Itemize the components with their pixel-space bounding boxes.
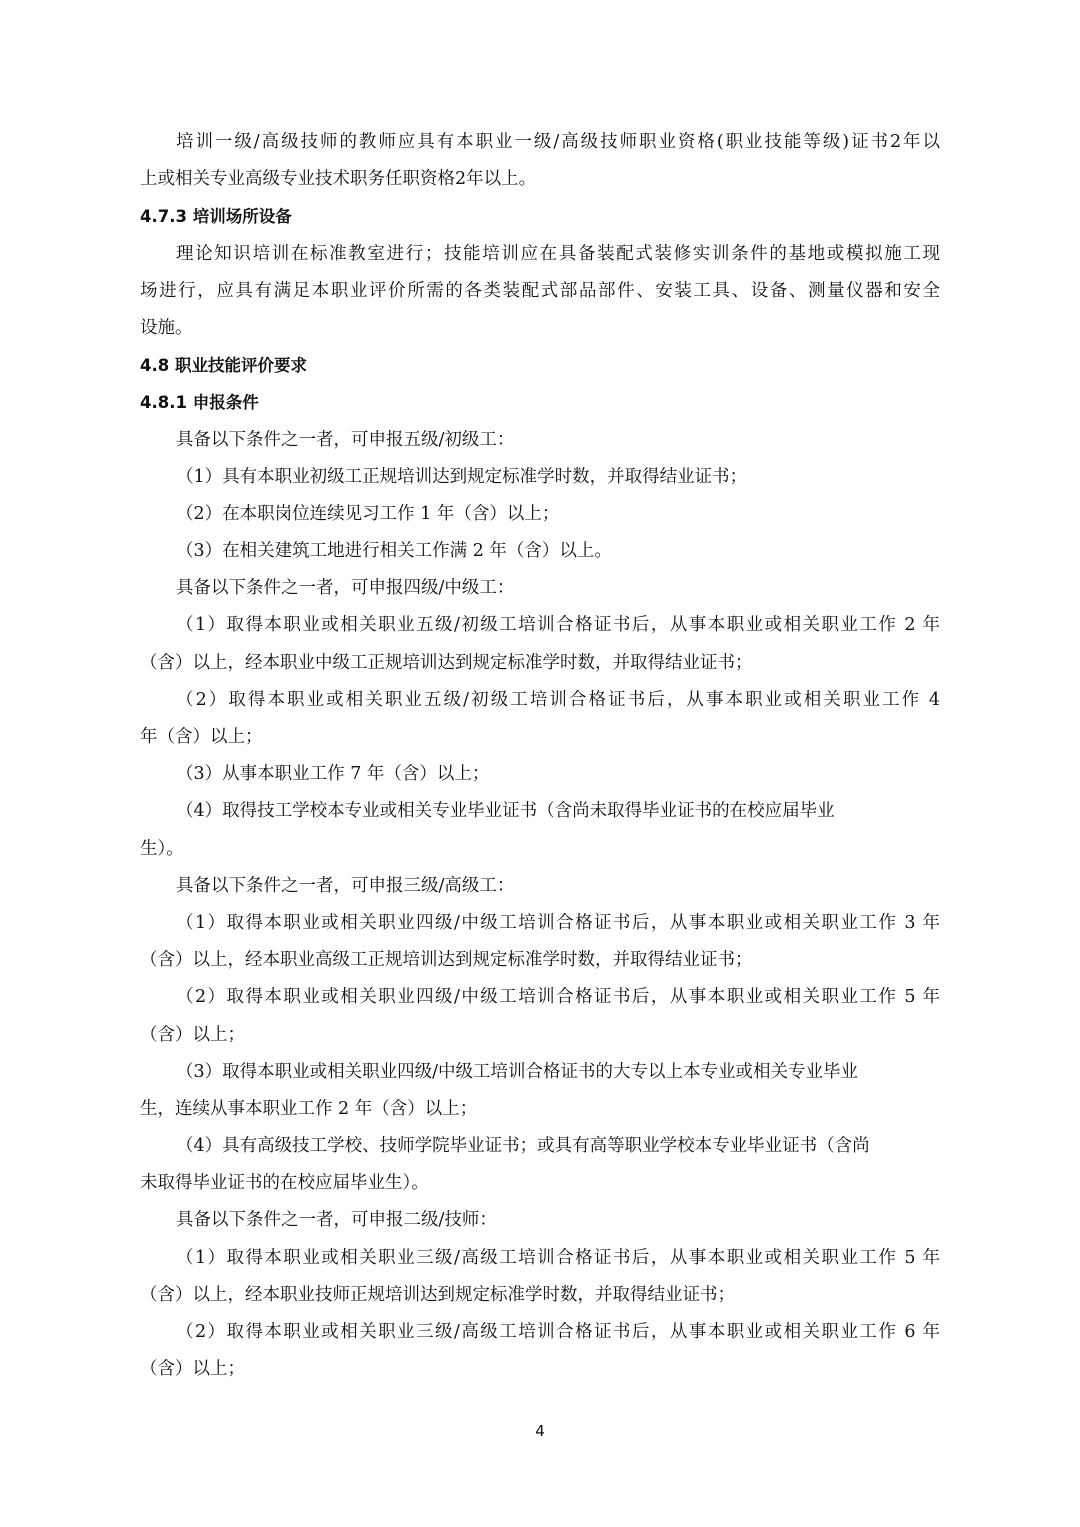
section-heading: 4.8 职业技能评价要求 [140,356,307,376]
text-line: （4）取得技工学校本专业或相关专业毕业证书（含尚未取得毕业证书的在校应届毕业 [176,801,835,822]
text-line: （含）以上，经本职业技师正规培训达到规定标准学时数，并取得结业证书； [140,1284,735,1305]
text-line: 具备以下条件之一者，可申报五级/初级工： [176,429,515,450]
text-line: （2）取得本职业或相关职业五级/初级工培训合格证书后，从事本职业或相关职业工作 4 [176,689,940,710]
text-line: 年（含）以上； [140,727,263,747]
text-line: （1）取得本职业或相关职业四级/中级工培训合格证书后，从事本职业或相关职业工作 3 年 [176,912,940,933]
text-line: （含）以上； [140,1359,245,1380]
text-line: （1）取得本职业或相关职业五级/初级工培训合格证书后，从事本职业或相关职业工作 2 年 [176,615,940,636]
section-heading: 4.7.3 培训场所设备 [140,207,292,227]
text-line: （1）取得本职业或相关职业三级/高级工培训合格证书后，从事本职业或相关职业工作 5 年 [176,1247,940,1268]
text-line: 具备以下条件之一者，可申报三级/高级工： [176,875,515,896]
text-line: 培训一级/高级技师的教师应具有本职业一级/高级技师职业资格(职业技能等级)证书2年以 [176,132,940,152]
text-line: 生）。 [140,838,184,859]
text-line: （1）具有本职业初级工正规培训达到规定标准学时数，并取得结业证书； [176,466,748,487]
text-line: 设施。 [140,317,193,338]
text-line: （2）取得本职业或相关职业三级/高级工培训合格证书后，从事本职业或相关职业工作 6 年 [176,1322,940,1342]
text-line: （含）以上； [140,1024,245,1045]
text-line: 具备以下条件之一者，可申报四级/中级工： [176,578,515,599]
text-line: 理论知识培训在标准教室进行；技能培训应在具备装配式装修实训条件的基地或模拟施工现 [176,243,940,264]
text-line: （含）以上，经本职业高级工正规培训达到规定标准学时数，并取得结业证书； [140,950,753,971]
text-line: （4）具有高级技工学校、技师学院毕业证书；或具有高等职业学校本专业毕业证书（含尚 [176,1136,870,1157]
text-line: 未取得毕业证书的在校应届毕业生）。 [140,1173,429,1194]
section-heading: 4.8.1 申报条件 [140,393,259,413]
text-line: 上或相关专业高级专业技术职务任职资格2年以上。 [140,169,537,190]
document-body [140,124,940,1388]
page-number: 4 [535,1422,545,1440]
text-line: 生，连续从事本职业工作 2 年（含）以上； [140,1098,478,1119]
text-line: （2）在本职岗位连续见习工作 1 年（含）以上； [176,503,560,524]
text-line: （3）从事本职业工作 7 年（含）以上； [176,764,490,785]
text-line: （含）以上，经本职业中级工正规培训达到规定标准学时数，并取得结业证书； [140,652,753,673]
text-line: 具备以下条件之一者，可申报二级/技师： [176,1210,497,1231]
text-line: （2）取得本职业或相关职业四级/中级工培训合格证书后，从事本职业或相关职业工作 5 年 [176,987,940,1008]
text-line: 场进行，应具有满足本职业评价所需的各类装配式部品部件、安装工具、设备、测量仪器和安全 [140,280,940,301]
text-line: （3）在相关建筑工地进行相关工作满 2 年（含）以上。 [176,541,612,562]
text-line: （3）取得本职业或相关职业四级/中级工培训合格证书的大专以上本专业或相关专业毕业 [176,1061,859,1082]
